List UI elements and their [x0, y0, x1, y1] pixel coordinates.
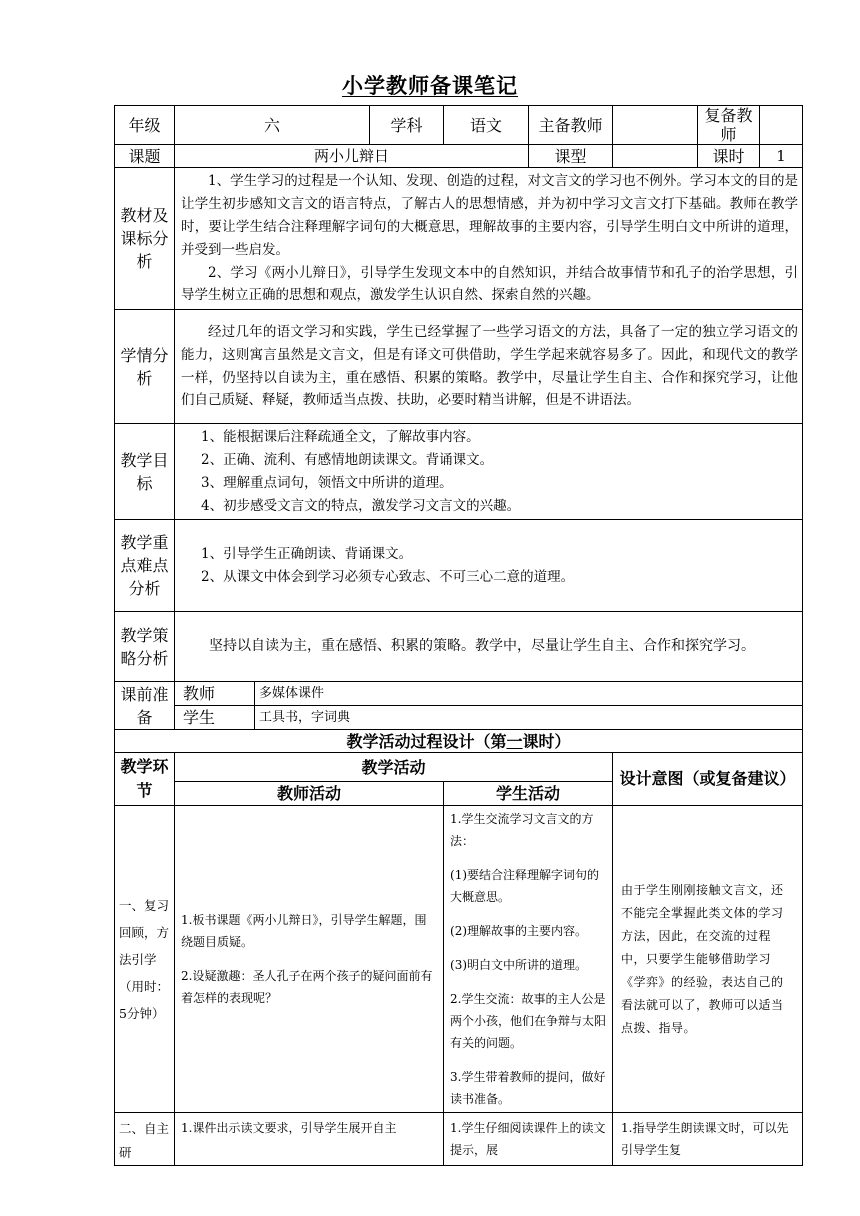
process-title — [115, 730, 803, 753]
stage-cell: 二、自主研 — [115, 1113, 175, 1166]
lesson-plan-table — [114, 105, 803, 1166]
student-activity-cell — [444, 806, 613, 1113]
student-analysis-label: 学情分析 — [115, 310, 175, 424]
goal-item: 1、能根据课后注释疏通全文，了解故事内容。 — [201, 429, 480, 446]
student-analysis-text: 经过几年的语文学习和实践，学生已经掌握了一些学习语文的方法，具备了一定的独立学习语文的能力，这则寓言虽然是文言文，但是有译文可供借助，学生学起来就容易多了。因此，和现代文的教学一样，仍坚持以自读为主，重在感悟、积累的策略。教学中，尽量让学生自主、合作和探究学习，让他们自己质疑、释疑，教师适当点拨、扶助，必要时精当讲解，但是不讲语法。 — [175, 310, 803, 424]
document-title: 小学教师备课笔记 — [342, 73, 518, 98]
goal-item: 3、理解重点词句，领悟文中所讲的道理。 — [201, 474, 453, 491]
lead-teacher-value — [613, 106, 698, 145]
teacher-activity-item: 1.课件出示读文要求，引导学生展开自主 — [181, 1121, 397, 1136]
subject-value: 语文 — [444, 106, 529, 145]
material-analysis-label: 教材及课标分析 — [115, 168, 175, 310]
topic-value: 两小儿辩日 — [175, 145, 529, 168]
student-activity-item: 2.学生交流：故事的主人公是两个小孩，他们在争辩与太阳有关的问题。 — [450, 992, 607, 1051]
grade-label: 年级 — [115, 106, 175, 145]
student-activity-item: 1.学生交流学习文言文的方法： — [450, 812, 594, 849]
lesson-type-label: 课型 — [529, 145, 613, 168]
process-title-prefix: 教学活动过程设计（第 — [346, 731, 507, 751]
material-paragraph: 2、学习《两小儿辩日》，引导学生发现文本中的自然知识，并结合故事情节和孔子的治学思想，引导学生树立正确的思想和观点，激发学生认识自然、探索自然的兴趣。 — [181, 264, 799, 304]
review-teacher-label: 复备教师 — [698, 106, 760, 145]
prep-teacher-label: 教师 — [175, 682, 255, 706]
strategy-text: 坚持以自读为主，重在感悟、积累的策略。教学中，尽量让学生自主、合作和探究学习。 — [175, 612, 803, 682]
topic-label: 课题 — [115, 145, 175, 168]
goals-list — [175, 424, 803, 520]
stage-cell: 一、复习回顾，方法引学（用时：5分钟） — [115, 806, 175, 1113]
material-analysis-text — [175, 168, 803, 310]
prep-student-value: 工具书，字词典 — [255, 706, 803, 730]
key-points-list — [175, 520, 803, 612]
lesson-hours-value: 1 — [760, 145, 803, 168]
teacher-activity-item: 2.设疑激趣：圣人孔子在两个孩子的疑问面前有着怎样的表现呢？ — [181, 969, 433, 1006]
student-activity-item: (2)理解故事的主要内容。 — [450, 924, 588, 939]
review-teacher-value — [760, 106, 803, 145]
teacher-activity-header: 教师活动 — [175, 782, 444, 806]
teacher-activity-cell — [175, 806, 444, 1113]
student-activity-item: 3.学生带着教师的提问，做好读书准备。 — [450, 1070, 606, 1107]
student-activity-header: 学生活动 — [444, 782, 613, 806]
intent-cell: 1.指导学生朗读课文时，可以先引导学生复 — [613, 1113, 803, 1166]
prep-student-label: 学生 — [175, 706, 255, 730]
grade-value: 六 — [175, 106, 370, 145]
process-title-suffix: 课时） — [522, 731, 571, 751]
student-activity-item: 1.学生仔细阅读课件上的读文提示，展 — [450, 1121, 606, 1158]
prep-teacher-value: 多媒体课件 — [255, 682, 803, 706]
strategy-label: 教学策略分析 — [115, 612, 175, 682]
goal-item: 4、初步感受文言文的特点，激发学习文言文的兴趣。 — [201, 497, 521, 514]
teacher-activity-item: 1.板书课题《两小儿辩日》，引导学生解题，围绕题目质疑。 — [181, 913, 427, 950]
lead-teacher-label: 主备教师 — [529, 106, 613, 145]
goals-label: 教学目标 — [115, 424, 175, 520]
key-point-item: 1、引导学生正确朗读、背诵课文。 — [201, 546, 413, 563]
intent-header: 设计意图（或复备建议） — [613, 753, 803, 806]
key-point-item: 2、从课文中体会到学习必须专心致志、不可三心二意的道理。 — [201, 568, 575, 585]
lesson-hours-label: 课时 — [698, 145, 760, 168]
prep-label: 课前准备 — [115, 682, 175, 730]
key-points-label: 教学重点难点分析 — [115, 520, 175, 612]
process-title-blank: 一 — [506, 731, 523, 751]
goal-item: 2、正确、流利、有感情地朗读课文。背诵课文。 — [201, 451, 494, 468]
student-activity-item: (3)明白文中所讲的道理。 — [450, 958, 588, 973]
teacher-activity-cell — [175, 1113, 444, 1166]
intent-cell: 由于学生刚刚接触文言文，还不能完全掌握此类文体的学习方法，因此，在交流的过程中，只要学生能够借助学习《学弈》的经验，表达自己的看法就可以了，教师可以适当点拨、指导。 — [613, 806, 803, 1113]
stage-header: 教学环节 — [115, 753, 175, 806]
material-paragraph: 1、学生学习的过程是一个认知、发现、创造的过程，对文言文的学习也不例外。学习本文的目的是让学生初步感知文言文的语言特点，了解古人的思想情感，并为初中学习文言文打下基础。教师在教学时，要让学生结合注释理解字词句的大概意思，理解故事的主要内容，引导学生明白文中所讲的道理，并受到一些启发。 — [181, 173, 799, 258]
student-activity-item: (1)要结合注释理解字词句的大概意思。 — [450, 868, 600, 905]
subject-label: 学科 — [370, 106, 444, 145]
student-activity-cell — [444, 1113, 613, 1166]
activity-header: 教学活动 — [175, 753, 613, 782]
lesson-type-value — [613, 145, 698, 168]
